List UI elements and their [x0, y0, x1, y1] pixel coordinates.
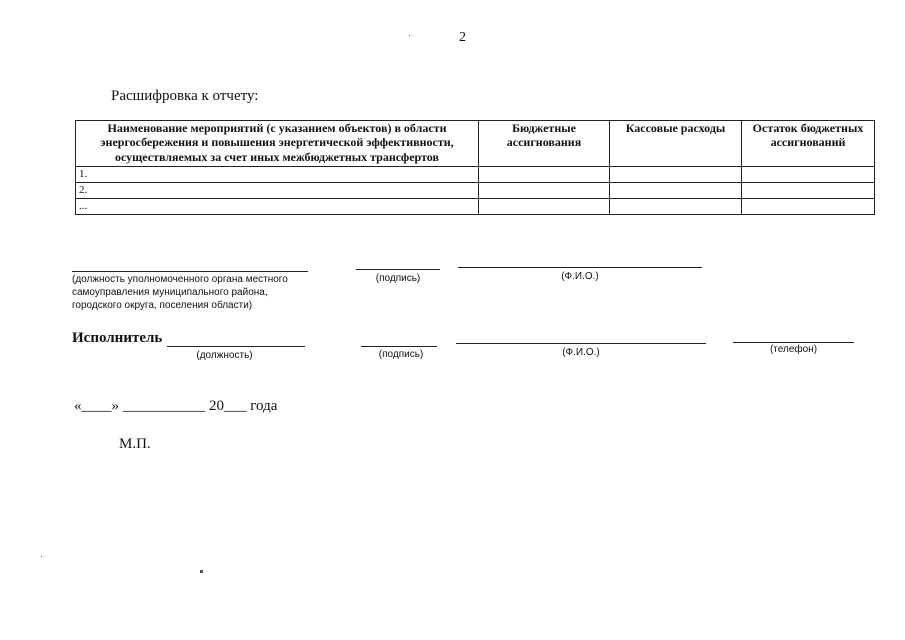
table-cell[interactable]: [742, 199, 875, 215]
official-name-line[interactable]: [458, 267, 702, 268]
executor-label: Исполнитель: [72, 330, 163, 346]
executor-name-caption: (Ф.И.О.): [562, 347, 600, 358]
report-table: [75, 120, 875, 215]
table-cell[interactable]: ...: [76, 199, 479, 215]
table-cell[interactable]: 1.: [76, 167, 479, 183]
table-header-row: [76, 121, 875, 167]
table-cell[interactable]: [479, 183, 610, 199]
column-header-remaining-allocations: Остаток бюджетных ассигнований: [742, 121, 875, 167]
executor-signature-caption: (подпись): [378, 349, 424, 360]
official-position-line[interactable]: [72, 271, 308, 272]
report-heading: Расшифровка к отчету:: [111, 88, 259, 104]
official-signature-line[interactable]: [356, 269, 440, 270]
table-cell[interactable]: [610, 167, 742, 183]
official-position-caption: (должность уполномоченного органа местного самоуправления муниципального района, городского округа, поселения области): [72, 274, 288, 311]
table-cell[interactable]: [610, 183, 742, 199]
executor-signature-line[interactable]: [361, 346, 437, 347]
executor-name-line[interactable]: [456, 343, 706, 344]
official-signature-caption: (подпись): [375, 273, 421, 284]
executor-position-caption: (должность): [196, 350, 253, 361]
table-cell[interactable]: [479, 167, 610, 183]
scan-speck: [200, 570, 203, 573]
column-header-cash-expenses: Кассовые расходы: [610, 121, 742, 167]
table-row: [76, 167, 875, 183]
official-name-caption: (Ф.И.О.): [561, 271, 599, 282]
column-header-measures: Наименование мероприятий (с указанием объектов) в области энергосбережения и повышения энергетической эффективности, осуществляемых за счет иных межбюджетных трансфертов: [76, 121, 479, 167]
table-cell[interactable]: [479, 199, 610, 215]
column-header-budget-allocations: Бюджетные ассигнования: [479, 121, 610, 167]
date-line[interactable]: «____» ___________ 20___ года: [74, 398, 278, 414]
executor-position-line[interactable]: [167, 346, 305, 347]
executor-phone-caption: (телефон): [769, 344, 818, 355]
table-row: [76, 183, 875, 199]
table-cell[interactable]: 2.: [76, 183, 479, 199]
page-number: 2: [459, 30, 466, 45]
table-cell[interactable]: [742, 183, 875, 199]
table-cell[interactable]: [610, 199, 742, 215]
table-cell[interactable]: [742, 167, 875, 183]
stamp-placeholder: М.П.: [119, 436, 151, 452]
table-row: [76, 199, 875, 215]
scan-speck: [409, 35, 410, 36]
scan-speck: [41, 556, 42, 557]
